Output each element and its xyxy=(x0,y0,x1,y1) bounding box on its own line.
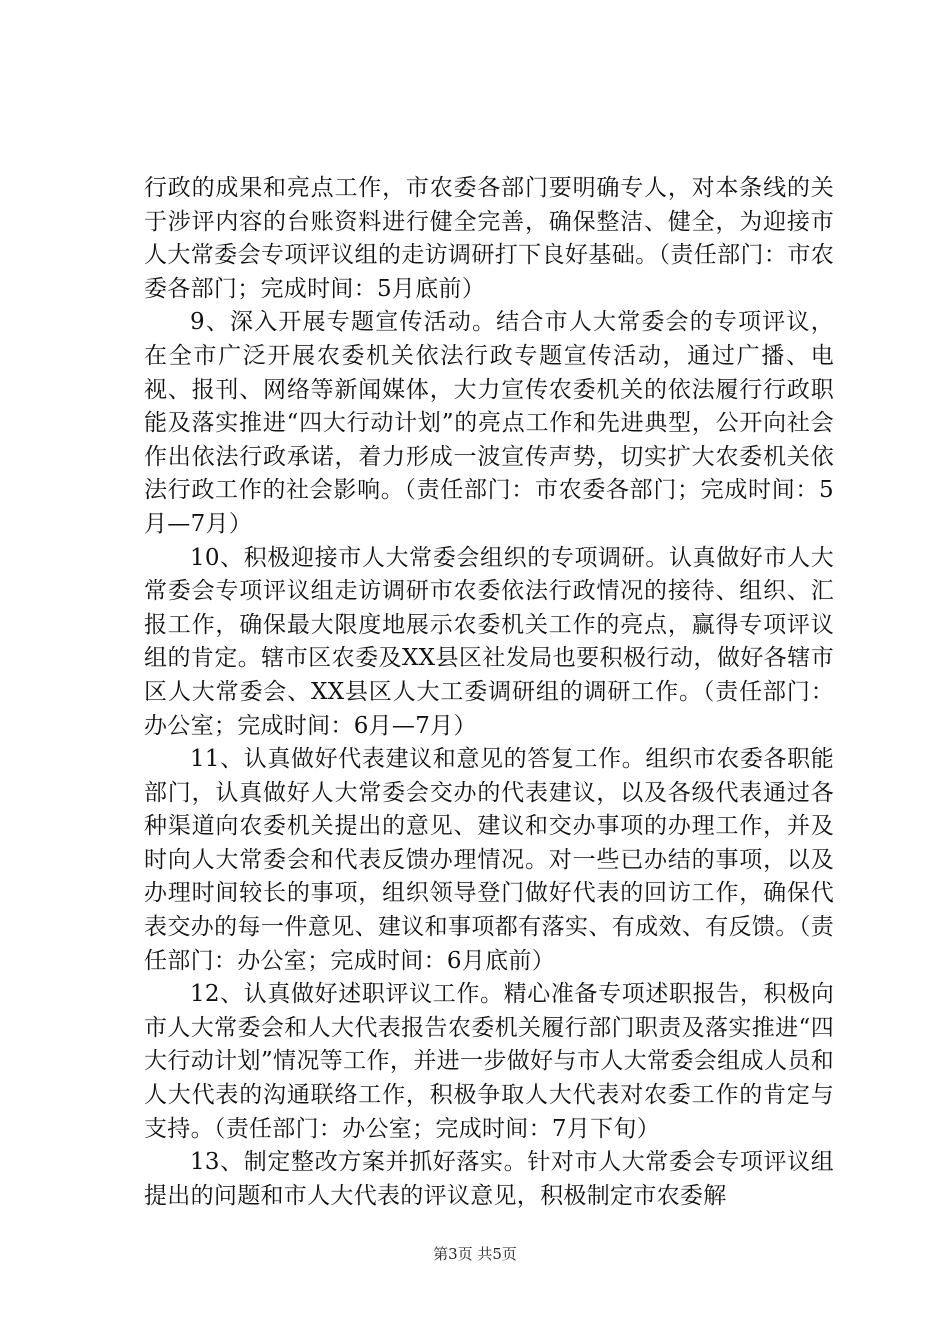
paragraph-item-11: 11、认真做好代表建议和意见的答复工作。组织市农委各职能部门，认真做好人大常委会交办的代表建议，以及各级代表通过各种渠道向农委机关提出的意见、建议和交办事项的办理工作，并及时向人大常委会和代表反馈办理情况。对一些已办结的事项，以及办理时间较长的事项，组织领导登门做好代表的回访工作，确保代表交办的每一件意见、建议和事项都有落实、有成效、有反馈。（责任部门：办公室；完成时间：6月底前） xyxy=(144,746,834,974)
paragraph-item-10: 10、积极迎接市人大常委会组织的专项调研。认真做好市人大常委会专项评议组走访调研市农委依法行政情况的接待、组织、汇报工作，确保最大限度地展示农委机关工作的亮点，赢得专项评议组的肯定。辖市区农委及XX县区社发局也要积极行动，做好各辖市区人大常委会、XX县区人大工委调研组的调研工作。（责任部门：办公室；完成时间：6月—7月） xyxy=(144,544,834,739)
page-footer: 第3页 共5页 xyxy=(433,1245,517,1263)
paragraph-item-13: 13、制定整改方案并抓好落实。针对市人大常委会专项评议组提出的问题和市人大代表的评议意见，积极制定市农委解 xyxy=(144,1149,834,1209)
paragraph-continuation: 行政的成果和亮点工作，市农委各部门要明确专人，对本条线的关于涉评内容的台账资料进行健全完善，确保整洁、健全，为迎接市人大常委会专项评议组的走访调研打下良好基础。（责任部门：市农委各部门；完成时间：5月底前） xyxy=(144,175,834,302)
paragraph-item-12: 12、认真做好述职评议工作。精心准备专项述职报告，积极向市人大常委会和人大代表报告农委机关履行部门职责及落实推进“四大行动计划”情况等工作，并进一步做好与市人大常委会组成人员和人大代表的沟通联络工作，积极争取人大代表对农委工作的肯定与支持。（责任部门：办公室；完成时间：7月下旬） xyxy=(144,981,834,1142)
document-body xyxy=(144,172,834,1213)
paragraph-item-9: 9、深入开展专题宣传活动。结合市人大常委会的专项评议，在全市广泛开展农委机关依法行政专题宣传活动，通过广播、电视、报刊、网络等新闻媒体，大力宣传农委机关的依法履行行政职能及落实推进“四大行动计划”的亮点工作和先进典型，公开向社会作出依法行政承诺，着力形成一波宣传声势，切实扩大农委机关依法行政工作的社会影响。（责任部门：市农委各部门；完成时间：5月—7月） xyxy=(144,309,834,537)
